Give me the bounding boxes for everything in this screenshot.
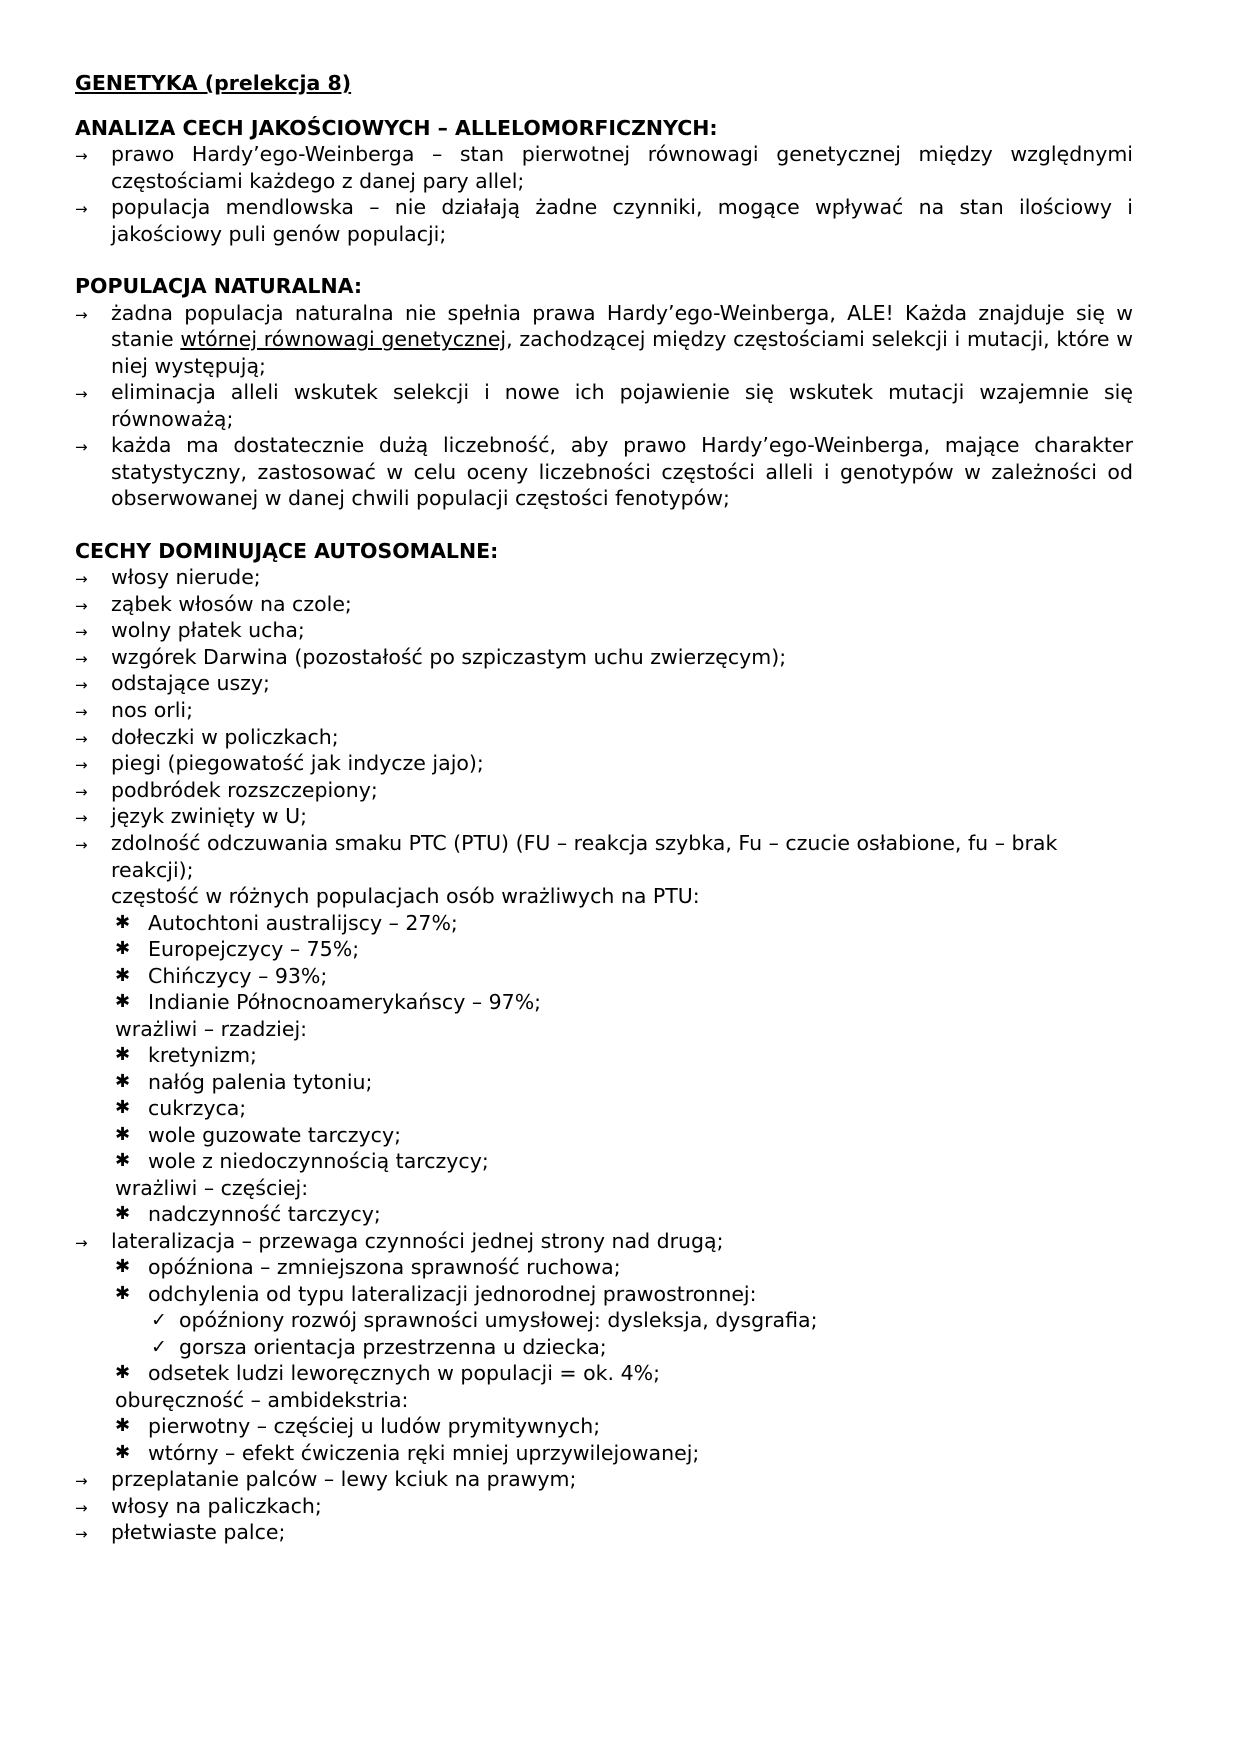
asterisk-icon: ✱ [115, 1256, 131, 1278]
checkmark-icon: ✓ [151, 1309, 167, 1332]
arrow-right-icon: → [75, 729, 88, 748]
asterisk-icon: ✱ [115, 1362, 131, 1384]
list-item: → eliminacja alleli wskutek selekcji i nowe ich pojawienie się wskutek mutacji wzajemnie się równoważą; [75, 380, 1133, 431]
underlined-term: wtórnej równowagi genetycznej [180, 327, 507, 351]
arrow-right-icon: → [75, 835, 88, 854]
arrow-right-icon: → [75, 1498, 88, 1517]
asterisk-icon: ✱ [115, 938, 131, 960]
list-item: → dołeczki w policzkach; [75, 724, 1133, 751]
list-item: → płetwiaste palce; [75, 1519, 1133, 1546]
arrow-right-icon: → [75, 782, 88, 801]
list-item: → zdolność odczuwania smaku PTC (PTU) (FU – reakcja szybka, Fu – czucie osłabione, fu – brak reakcji); [75, 830, 1058, 882]
list-item: → odstające uszy; [75, 670, 1133, 697]
list-item: ✱ Indianie Północnoamerykańscy – 97%; [115, 990, 542, 1015]
sensitive-often-label: wrażliwi – częściej: [115, 1175, 309, 1200]
asterisk-icon: ✱ [115, 1070, 131, 1092]
list-item: ✱ pierwotny – częściej u ludów prymitywnych; [115, 1414, 601, 1439]
list-item: → włosy na paliczkach; [75, 1493, 1133, 1520]
list-item: ✱ nadczynność tarczycy; [115, 1202, 381, 1227]
arrow-right-icon: → [75, 147, 88, 165]
list-item: → przeplatanie palców – lewy kciuk na prawym; [75, 1466, 1133, 1493]
list-item: ✱ wole guzowate tarczycy; [115, 1122, 401, 1147]
list-item: ✱ odsetek ludzi leworęcznych w populacji = ok. 4%; [115, 1361, 660, 1386]
asterisk-icon: ✱ [115, 1441, 131, 1463]
list-item: ✱ wtórny – efekt ćwiczenia ręki mniej uprzywilejowanej; [115, 1440, 700, 1465]
list-item: ✱ nałóg palenia tytoniu; [115, 1069, 373, 1094]
list-item: → wzgórek Darwina (pozostałość po szpiczastym uchu zwierzęcym); [75, 644, 1133, 671]
list-item: ✓ gorsza orientacja przestrzenna u dziecka; [151, 1334, 607, 1359]
list-item: ✱ opóźniona – zmniejszona sprawność ruchowa; [115, 1255, 621, 1280]
list-item: ✱ Europejczycy – 75%; [115, 937, 360, 962]
section-natural-population [75, 273, 1133, 512]
asterisk-icon: ✱ [115, 1415, 131, 1437]
arrow-right-icon: → [75, 570, 88, 588]
checkmark-icon: ✓ [151, 1335, 167, 1358]
arrow-right-icon: → [75, 200, 88, 218]
asterisk-icon: ✱ [115, 1203, 131, 1225]
list-item: → ząbek włosów na czole; [75, 591, 1133, 618]
list-item: ✱ wole z niedoczynnością tarczycy; [115, 1149, 489, 1174]
asterisk-icon: ✱ [115, 1150, 131, 1172]
asterisk-icon: ✱ [115, 964, 131, 986]
list-item: → wolny płatek ucha; [75, 617, 1133, 644]
sensitive-rarely-label: wrażliwi – rzadziej: [115, 1016, 308, 1041]
ptu-frequency-label: częstość w różnych populacjach osób wrażliwych na PTU: [111, 884, 700, 909]
section-heading: POPULACJA NATURALNA: [75, 274, 363, 298]
arrow-right-icon: → [75, 676, 88, 695]
asterisk-icon: ✱ [115, 1097, 131, 1119]
list-item: → podbródek rozszczepiony; [75, 777, 1133, 804]
arrow-right-icon: → [75, 702, 88, 721]
arrow-right-icon: → [75, 438, 88, 456]
arrow-right-icon: → [75, 1472, 88, 1491]
arrow-right-icon: → [75, 385, 88, 403]
list-item: ✱ odchylenia od typu lateralizacji jednorodnej prawostronnej: [115, 1281, 757, 1306]
asterisk-icon: ✱ [115, 991, 131, 1013]
document-title: GENETYKA (prelekcja 8) [75, 71, 352, 95]
list-item: ✱ cukrzyca; [115, 1096, 247, 1121]
list-item: ✱ Chińczycy – 93%; [115, 963, 328, 988]
arrow-right-icon: → [75, 1233, 88, 1252]
list-item: ✱ kretynizm; [115, 1043, 257, 1068]
section-autosomal-dominant [75, 538, 1133, 1547]
arrow-right-icon: → [75, 596, 88, 615]
asterisk-icon: ✱ [115, 1123, 131, 1145]
asterisk-icon: ✱ [115, 1044, 131, 1066]
list-item: → żadna populacja naturalna nie spełnia prawa Hardy’ego-Weinberga, ALE! Każda znajduje się w stanie wtórnej równowagi genetycznej, zachodzącej między częstościami selekcji i mutacji, które w niej występują; [75, 300, 1133, 378]
arrow-right-icon: → [75, 623, 88, 642]
asterisk-icon: ✱ [115, 1282, 131, 1304]
list-item: → nos orli; [75, 697, 1133, 724]
asterisk-icon: ✱ [115, 911, 131, 933]
list-item: → prawo Hardy’ego-Weinberga – stan pierwotnej równowagi genetycznej między względnymi częstościami każdego z danej pary allel; [75, 142, 1133, 193]
list-item: ✱ Autochtoni australijscy – 27%; [115, 910, 458, 935]
arrow-right-icon: → [75, 305, 88, 324]
section-qualitative-traits [75, 115, 1133, 248]
list-item: → włosy nierude; [75, 564, 1133, 591]
list-item: → piegi (piegowatość jak indycze jajo); [75, 750, 1133, 777]
list-item: → język zwinięty w U; [75, 803, 1133, 830]
arrow-right-icon: → [75, 756, 88, 775]
arrow-right-icon: → [75, 1525, 88, 1544]
list-item: → każda ma dostatecznie dużą liczebność, aby prawo Hardy’ego-Weinberga, mające charakter statystyczny, zastosować w celu oceny liczebności częstości alleli i genotypów w zależności od obserwowanej w danej chwili populacji częstości fenotypów; [75, 433, 1133, 510]
list-item: → lateralizacja – przewaga czynności jednej strony nad drugą; [75, 1228, 1133, 1255]
ambidexterity-label: oburęczność – ambidekstria: [115, 1387, 409, 1412]
arrow-right-icon: → [75, 649, 88, 668]
section-heading: CECHY DOMINUJĄCE AUTOSOMALNE: [75, 538, 499, 563]
list-item: ✓ opóźniony rozwój sprawności umysłowej: dysleksja, dysgrafia; [151, 1308, 818, 1333]
section-heading: ANALIZA CECH JAKOŚCIOWYCH – ALLELOMORFICZNYCH: [75, 115, 718, 140]
arrow-right-icon: → [75, 809, 88, 828]
list-item: → populacja mendlowska – nie działają żadne czynniki, mogące wpływać na stan ilościowy i jakościowy puli genów populacji; [75, 195, 1133, 246]
